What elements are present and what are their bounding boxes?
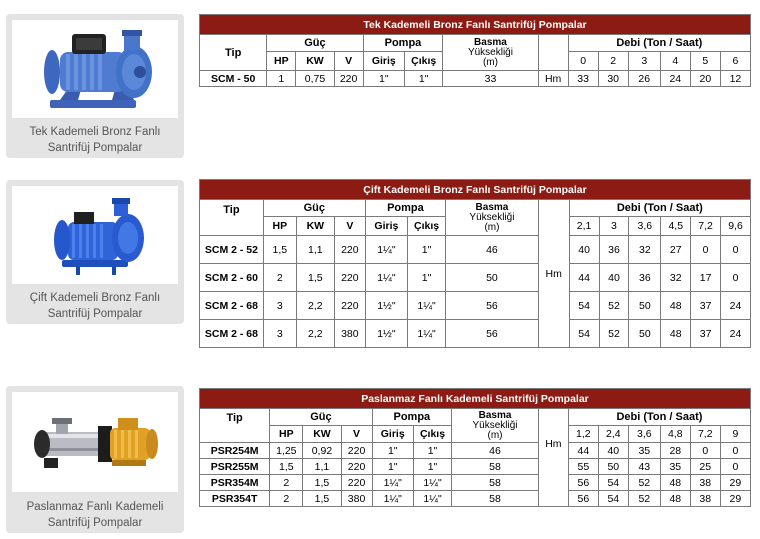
cell-basma: 58 <box>452 475 539 491</box>
cell-v: 220 <box>334 71 363 87</box>
cell-flow: 32 <box>661 264 691 292</box>
cell-v: 220 <box>341 459 372 475</box>
pump-spec-table-single-stage <box>199 14 751 87</box>
header-giris: Giriş <box>372 426 413 443</box>
product-card-single-stage <box>6 14 184 158</box>
flow-header: 0 <box>568 52 598 71</box>
cell-flow: 0 <box>721 264 751 292</box>
cell-flow: 29 <box>720 491 750 507</box>
cell-flow: 56 <box>568 475 598 491</box>
cell-giris: 1¼" <box>365 264 407 292</box>
cell-flow: 12 <box>720 71 750 87</box>
header-kw: KW <box>296 217 334 236</box>
header-guc: Güç <box>267 35 363 52</box>
header-tip: Tip <box>200 409 270 443</box>
cell-flow: 50 <box>598 459 628 475</box>
header-hp: HP <box>270 426 303 443</box>
cell-flow: 54 <box>569 320 599 348</box>
caption-line-2: Santrifüj Pompalar <box>47 308 143 320</box>
cell-basma: 58 <box>452 459 539 475</box>
cell-kw: 0,75 <box>296 71 334 87</box>
caption-line-2: Santrifüj Pompalar <box>47 142 143 154</box>
basma-line-3: (m) <box>482 56 498 68</box>
cell-flow: 24 <box>721 320 751 348</box>
cell-flow: 0 <box>691 236 721 264</box>
flow-header: 3 <box>599 217 629 236</box>
header-guc: Güç <box>263 200 365 217</box>
cell-giris: 1" <box>372 459 413 475</box>
cell-flow: 20 <box>690 71 720 87</box>
cell-giris: 1" <box>372 443 413 459</box>
cell-flow: 24 <box>721 292 751 320</box>
flow-header: 2,4 <box>598 426 628 443</box>
header-giris: Giriş <box>365 217 407 236</box>
header-debi: Debi (Ton / Saat) <box>569 200 750 217</box>
cell-flow: 28 <box>660 443 690 459</box>
cell-flow: 33 <box>568 71 598 87</box>
cell-hp: 1,25 <box>270 443 303 459</box>
blue-single-stage-pump-photo <box>12 20 178 118</box>
table-row <box>200 459 751 475</box>
cell-tip: PSR255M <box>200 459 270 475</box>
cell-giris: 1½" <box>365 320 407 348</box>
cell-hp: 1,5 <box>263 236 296 264</box>
cell-giris: 1" <box>363 71 404 87</box>
cell-cikis: 1¼" <box>408 320 446 348</box>
header-debi: Debi (Ton / Saat) <box>568 409 750 426</box>
cell-tip: PSR354M <box>200 475 270 491</box>
cell-hm <box>538 409 568 507</box>
cell-flow: 44 <box>569 264 599 292</box>
header-hp: HP <box>263 217 296 236</box>
cell-flow: 37 <box>691 292 721 320</box>
cell-tip: PSR354T <box>200 491 270 507</box>
product-caption <box>6 499 184 531</box>
flow-header: 2 <box>598 52 628 71</box>
pump-spec-table-double-stage <box>199 179 751 348</box>
stainless-multistage-pump-photo <box>12 392 178 492</box>
header-debi: Debi (Ton / Saat) <box>568 35 750 52</box>
cell-kw: 2,2 <box>296 320 334 348</box>
flow-header: 4 <box>660 52 690 71</box>
flow-header: 5 <box>690 52 720 71</box>
cell-flow: 48 <box>661 292 691 320</box>
cell-flow: 0 <box>720 459 750 475</box>
product-caption <box>6 290 184 322</box>
cell-flow: 50 <box>629 292 661 320</box>
cell-cikis: 1" <box>413 443 451 459</box>
header-cikis: Çıkış <box>405 52 443 71</box>
header-basma <box>452 409 539 443</box>
cell-hp: 3 <box>263 320 296 348</box>
basma-line-1: Basma <box>474 36 507 48</box>
flow-header: 6 <box>720 52 750 71</box>
cell-hm: Hm <box>538 71 568 87</box>
blue-double-stage-pump-photo <box>12 186 178 284</box>
cell-v: 380 <box>341 491 372 507</box>
cell-kw: 1,5 <box>303 491 341 507</box>
flow-header: 9,6 <box>721 217 751 236</box>
cell-basma: 56 <box>446 320 539 348</box>
header-pompa: Pompa <box>365 200 445 217</box>
header-basma <box>446 200 539 236</box>
header-tip: Tip <box>200 200 264 236</box>
basma-line-2: Yüksekliği <box>467 46 513 58</box>
cell-flow: 52 <box>599 292 629 320</box>
cell-kw: 1,1 <box>296 236 334 264</box>
cell-basma: 33 <box>443 71 538 87</box>
header-cikis: Çıkış <box>413 426 451 443</box>
table-row <box>200 443 751 459</box>
cell-tip: SCM 2 - 60 <box>200 264 264 292</box>
cell-cikis: 1¼" <box>408 292 446 320</box>
basma-line-2: Yüksekliği <box>469 211 515 223</box>
pump-image <box>12 20 178 118</box>
table-row <box>200 292 751 320</box>
caption-line-1: Tek Kademeli Bronz Fanlı <box>29 126 161 138</box>
header-pompa: Pompa <box>363 35 443 52</box>
cell-flow: 54 <box>598 475 628 491</box>
cell-cikis: 1" <box>408 236 446 264</box>
flow-header: 4,8 <box>660 426 690 443</box>
header-v: V <box>334 52 363 71</box>
cell-hp: 3 <box>263 292 296 320</box>
flow-header: 7,2 <box>691 217 721 236</box>
caption-line-1: Paslanmaz Fanlı Kademeli <box>26 501 164 513</box>
cell-cikis: 1" <box>408 264 446 292</box>
header-kw: KW <box>296 52 334 71</box>
cell-cikis: 1" <box>413 459 451 475</box>
hm-label: Hm <box>545 437 562 450</box>
cell-v: 220 <box>341 443 372 459</box>
cell-kw: 2,2 <box>296 292 334 320</box>
cell-kw: 1,5 <box>303 475 341 491</box>
cell-flow: 54 <box>598 491 628 507</box>
header-kw: KW <box>303 426 341 443</box>
cell-v: 380 <box>334 320 365 348</box>
basma-line-1: Basma <box>478 409 512 421</box>
basma-line-3: (m) <box>484 221 500 233</box>
cell-cikis: 1" <box>405 71 443 87</box>
cell-flow: 40 <box>569 236 599 264</box>
cell-flow: 48 <box>660 475 690 491</box>
cell-tip: SCM - 50 <box>200 71 267 87</box>
cell-basma: 56 <box>446 292 539 320</box>
header-guc: Güç <box>270 409 372 426</box>
flow-header: 3,6 <box>629 217 661 236</box>
cell-flow: 25 <box>690 459 720 475</box>
caption-line-1: Çift Kademeli Bronz Fanlı <box>29 292 161 304</box>
flow-header: 7,2 <box>690 426 720 443</box>
cell-basma: 50 <box>446 264 539 292</box>
basma-line-2: Yüksekliği <box>472 419 518 431</box>
cell-flow: 0 <box>690 443 720 459</box>
table-row <box>200 71 751 87</box>
cell-basma: 46 <box>452 443 539 459</box>
pump-image <box>12 186 178 284</box>
header-hp: HP <box>267 52 296 71</box>
header-pompa: Pompa <box>372 409 452 426</box>
product-card-double-stage <box>6 180 184 324</box>
header-cikis: Çıkış <box>408 217 446 236</box>
cell-flow: 0 <box>720 443 750 459</box>
flow-header: 3,6 <box>628 426 660 443</box>
cell-flow: 52 <box>599 320 629 348</box>
cell-v: 220 <box>341 475 372 491</box>
cell-hp: 2 <box>270 475 303 491</box>
cell-hp: 1 <box>267 71 296 87</box>
cell-hp: 2 <box>263 264 296 292</box>
header-basma <box>443 35 538 71</box>
pump-spec-table-stainless <box>199 388 751 507</box>
cell-hp: 1,5 <box>270 459 303 475</box>
header-giris: Giriş <box>363 52 404 71</box>
header-v: V <box>341 426 372 443</box>
cell-kw: 1,5 <box>296 264 334 292</box>
cell-basma: 58 <box>452 491 539 507</box>
cell-tip: PSR254M <box>200 443 270 459</box>
cell-flow: 37 <box>691 320 721 348</box>
cell-giris: 1½" <box>365 292 407 320</box>
cell-flow: 54 <box>569 292 599 320</box>
cell-flow: 52 <box>628 475 660 491</box>
cell-flow: 36 <box>629 264 661 292</box>
table-title: Çift Kademeli Bronz Fanlı Santrifüj Pompalar <box>200 180 751 200</box>
product-caption <box>6 124 184 156</box>
cell-hp: 2 <box>270 491 303 507</box>
cell-v: 220 <box>334 292 365 320</box>
cell-hm: Hm <box>538 200 569 348</box>
cell-flow: 43 <box>628 459 660 475</box>
flow-header: 1,2 <box>568 426 598 443</box>
cell-cikis: 1¼" <box>413 491 451 507</box>
cell-tip: SCM 2 - 52 <box>200 236 264 264</box>
header-tip: Tip <box>200 35 267 71</box>
cell-flow: 36 <box>599 236 629 264</box>
table-row <box>200 491 751 507</box>
cell-cikis: 1¼" <box>413 475 451 491</box>
basma-line-3: (m) <box>487 429 503 441</box>
cell-flow: 26 <box>628 71 660 87</box>
cell-flow: 17 <box>691 264 721 292</box>
cell-flow: 27 <box>661 236 691 264</box>
cell-giris: 1¼" <box>372 491 413 507</box>
product-card-stainless-multistage <box>6 386 184 533</box>
cell-flow: 55 <box>568 459 598 475</box>
cell-flow: 40 <box>599 264 629 292</box>
cell-flow: 50 <box>629 320 661 348</box>
cell-flow: 29 <box>720 475 750 491</box>
cell-flow: 52 <box>628 491 660 507</box>
pump-image <box>12 392 178 492</box>
cell-flow: 35 <box>660 459 690 475</box>
table-title: Paslanmaz Fanlı Kademeli Santrifüj Pompalar <box>200 389 751 409</box>
table-row <box>200 320 751 348</box>
cell-flow: 56 <box>568 491 598 507</box>
cell-flow: 48 <box>661 320 691 348</box>
flow-header: 4,5 <box>661 217 691 236</box>
cell-tip: SCM 2 - 68 <box>200 320 264 348</box>
cell-flow: 38 <box>690 475 720 491</box>
cell-flow: 40 <box>598 443 628 459</box>
cell-flow: 0 <box>721 236 751 264</box>
cell-giris: 1¼" <box>365 236 407 264</box>
table-row <box>200 264 751 292</box>
table-row <box>200 475 751 491</box>
header-blank <box>538 35 568 71</box>
cell-flow: 35 <box>628 443 660 459</box>
table-row <box>200 236 751 264</box>
cell-basma: 46 <box>446 236 539 264</box>
cell-flow: 48 <box>660 491 690 507</box>
cell-tip: SCM 2 - 68 <box>200 292 264 320</box>
header-v: V <box>334 217 365 236</box>
cell-v: 220 <box>334 264 365 292</box>
cell-kw: 1,1 <box>303 459 341 475</box>
table-title: Tek Kademeli Bronz Fanlı Santrifüj Pompalar <box>200 15 751 35</box>
flow-header: 2,1 <box>569 217 599 236</box>
cell-flow: 38 <box>690 491 720 507</box>
cell-flow: 30 <box>598 71 628 87</box>
caption-line-2: Santrifüj Pompalar <box>47 517 143 529</box>
flow-header: 3 <box>628 52 660 71</box>
cell-v: 220 <box>334 236 365 264</box>
cell-kw: 0,92 <box>303 443 341 459</box>
cell-giris: 1¼" <box>372 475 413 491</box>
basma-line-1: Basma <box>475 201 509 213</box>
cell-flow: 24 <box>660 71 690 87</box>
cell-flow: 44 <box>568 443 598 459</box>
cell-flow: 32 <box>629 236 661 264</box>
flow-header: 9 <box>720 426 750 443</box>
